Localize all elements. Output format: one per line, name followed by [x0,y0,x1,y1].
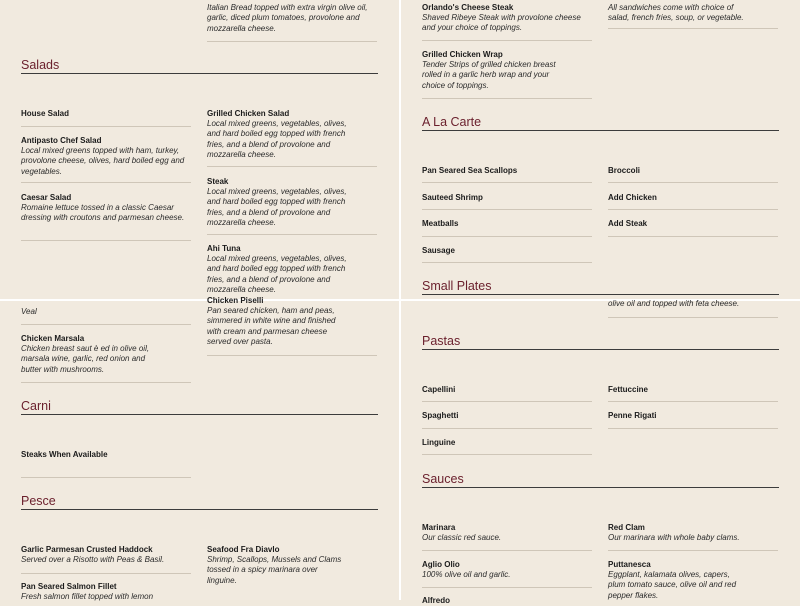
item-divider [608,209,778,210]
item-name: Orlando's Cheese Steak [422,3,514,12]
item-divider [21,382,191,383]
section-title-sauces: Sauces [422,472,464,486]
item-name: Grilled Chicken Wrap [422,50,503,59]
item-description: Fresh salmon fillet topped with lemon [21,592,154,601]
menu-item-alfredo[interactable]: Alfredo [422,596,450,605]
item-divider [608,428,778,429]
menu-item-add-chicken[interactable]: Add Chicken [608,193,657,202]
item-description: Chicken breast saut è ed in olive oil, marsala wine, garlic, red onion and butter with mushrooms. [21,344,150,374]
section-rule [21,509,378,510]
menu-item-fettuccine[interactable]: Fettuccine [608,385,649,394]
menu-item-antipasto[interactable] [21,135,191,177]
item-divider [21,573,191,574]
section-title-small-plates: Small Plates [422,279,492,293]
menu-item-puttanesca[interactable] [608,559,748,601]
menu-item-house-salad[interactable]: House Salad [21,109,70,118]
item-divider [608,317,778,318]
section-title-pesce: Pesce [21,494,56,508]
panel-sandwiches-alacarte[interactable] [401,0,800,299]
item-description: Local mixed greens, vegetables, olives, and hard boiled egg topped with french fries, and a blend of provolone and mozzarella cheese. [207,187,347,228]
item-divider [422,428,592,429]
top-item-description: Italian Bread topped with extra virgin olive oil, garlic, diced plum tomatoes, provolone and mozzarella cheese. [207,3,368,33]
menu-item-ahi-tuna[interactable] [207,243,347,296]
menu-item-caesar[interactable] [21,192,191,224]
item-divider [422,40,592,41]
sandwich-note: All sandwiches come with choice of salad, french fries, soup, or vegetable. [608,3,744,23]
item-divider [422,98,592,99]
menu-item-veal[interactable]: Veal [21,307,37,316]
menu-item-chicken-piselli[interactable] [207,295,347,348]
section-rule [21,73,378,74]
menu-item-chicken-marsala[interactable] [21,333,161,375]
menu-item-broccoli[interactable]: Broccoli [608,166,641,175]
menu-item-seafood-fra-diavlo[interactable] [207,544,347,586]
item-name: Garlic Parmesan Crusted Haddock [21,545,153,554]
section-rule [422,294,779,295]
item-divider [608,401,778,402]
menu-item-aglio-olio[interactable] [422,559,592,580]
item-name: Red Clam [608,523,645,532]
menu-item-sausage[interactable]: Sausage [422,246,455,255]
menu-item-grilled-chicken-wrap[interactable] [422,49,562,91]
menu-item-orlandos-cheese-steak[interactable] [422,2,592,34]
item-description: Local mixed greens topped with ham, turkey, provolone cheese, olives, hard boiled egg and vegetables. [21,146,185,176]
menu-item-linguine[interactable]: Linguine [422,438,456,447]
menu-item-sauteed-shrimp[interactable]: Sauteed Shrimp [422,193,483,202]
menu-item-spaghetti[interactable]: Spaghetti [422,411,459,420]
item-description: Pan seared chicken, ham and peas, simmered in white wine and finished with cream and parmesan cheese served over pasta. [207,306,336,347]
item-divider [422,401,592,402]
panel-entrees[interactable] [0,296,399,601]
section-title-salads: Salads [21,58,60,72]
item-divider [608,550,778,551]
section-rule [21,414,378,415]
item-name: Chicken Piselli [207,296,264,305]
item-name: Chicken Marsala [21,334,85,343]
menu-item-scallops[interactable]: Pan Seared Sea Scallops [422,166,518,175]
item-divider [422,587,592,588]
menu-item-penne-rigati[interactable]: Penne Rigati [608,411,657,420]
item-divider [608,182,778,183]
item-divider [422,182,592,183]
item-description: Romaine lettuce tossed in a classic Caesar dressing with croutons and parmesan cheese. [21,203,185,223]
item-description: Our marinara with whole baby clams. [608,533,740,542]
item-description: Local mixed greens, vegetables, olives, and hard boiled egg topped with french fries, and a blend of provolone and mozzarella cheese. [207,254,347,295]
item-divider [608,28,778,29]
item-name: Caesar Salad [21,193,72,202]
section-title-a-la-carte: A La Carte [422,115,482,129]
small-plate-description: olive oil and topped with feta cheese. [608,299,740,308]
item-name: Pan Seared Salmon Fillet [21,582,117,591]
item-divider [422,209,592,210]
section-rule [422,349,779,350]
menu-item-capellini[interactable]: Capellini [422,385,456,394]
item-divider [21,324,191,325]
item-name: Puttanesca [608,560,651,569]
menu-item-meatballs[interactable]: Meatballs [422,219,459,228]
section-rule [422,130,779,131]
item-divider [21,477,191,478]
item-description: Served over a Risotto with Peas & Basil. [21,555,165,564]
menu-item-haddock[interactable] [21,544,191,565]
item-description: Shrimp, Scallops, Mussels and Clams tossed in a spicy marinara over linguine. [207,555,342,585]
item-name: Antipasto Chef Salad [21,136,102,145]
item-description: Local mixed greens, vegetables, olives, and hard boiled egg topped with french fries, and a blend of provolone and mozzarella cheese. [207,119,347,160]
item-name: Ahi Tuna [207,244,241,253]
item-divider [207,41,377,42]
menu-item-salmon[interactable] [21,581,191,602]
menu-item-steaks[interactable]: Steaks When Available [21,450,108,459]
item-divider [422,236,592,237]
item-divider [608,236,778,237]
item-divider [207,234,377,235]
panel-salads[interactable] [0,0,399,299]
item-divider [207,355,377,356]
menu-item-grilled-chicken-salad[interactable] [207,108,347,161]
item-divider [422,550,592,551]
item-divider [207,166,377,167]
item-divider [422,454,592,455]
section-title-pastas: Pastas [422,334,461,348]
item-description: Tender Strips of grilled chicken breast rolled in a garlic herb wrap and your choice of toppings. [422,60,556,90]
menu-item-marinara[interactable] [422,522,592,543]
item-name: Steak [207,177,229,186]
item-description: 100% olive oil and garlic. [422,570,511,579]
item-divider [21,126,191,127]
item-description: Shaved Ribeye Steak with provolone cheese and your choice of toppings. [422,13,581,33]
item-description: Eggplant, kalamata olives, capers, plum tomato sauce, olive oil and red pepper flakes. [608,570,737,600]
item-divider [422,262,592,263]
section-title-carni: Carni [21,399,51,413]
menu-item-steak[interactable] [207,176,347,229]
item-divider [21,240,191,241]
menu-item-red-clam[interactable] [608,522,778,543]
item-description: Our classic red sauce. [422,533,502,542]
item-name: Grilled Chicken Salad [207,109,290,118]
panel-pastas-sauces[interactable] [401,299,800,605]
menu-item-add-steak[interactable]: Add Steak [608,219,648,228]
section-rule [422,487,779,488]
item-name: Aglio Olio [422,560,460,569]
item-divider [21,182,191,183]
item-name: Marinara [422,523,456,532]
item-name: Seafood Fra Diavlo [207,545,280,554]
